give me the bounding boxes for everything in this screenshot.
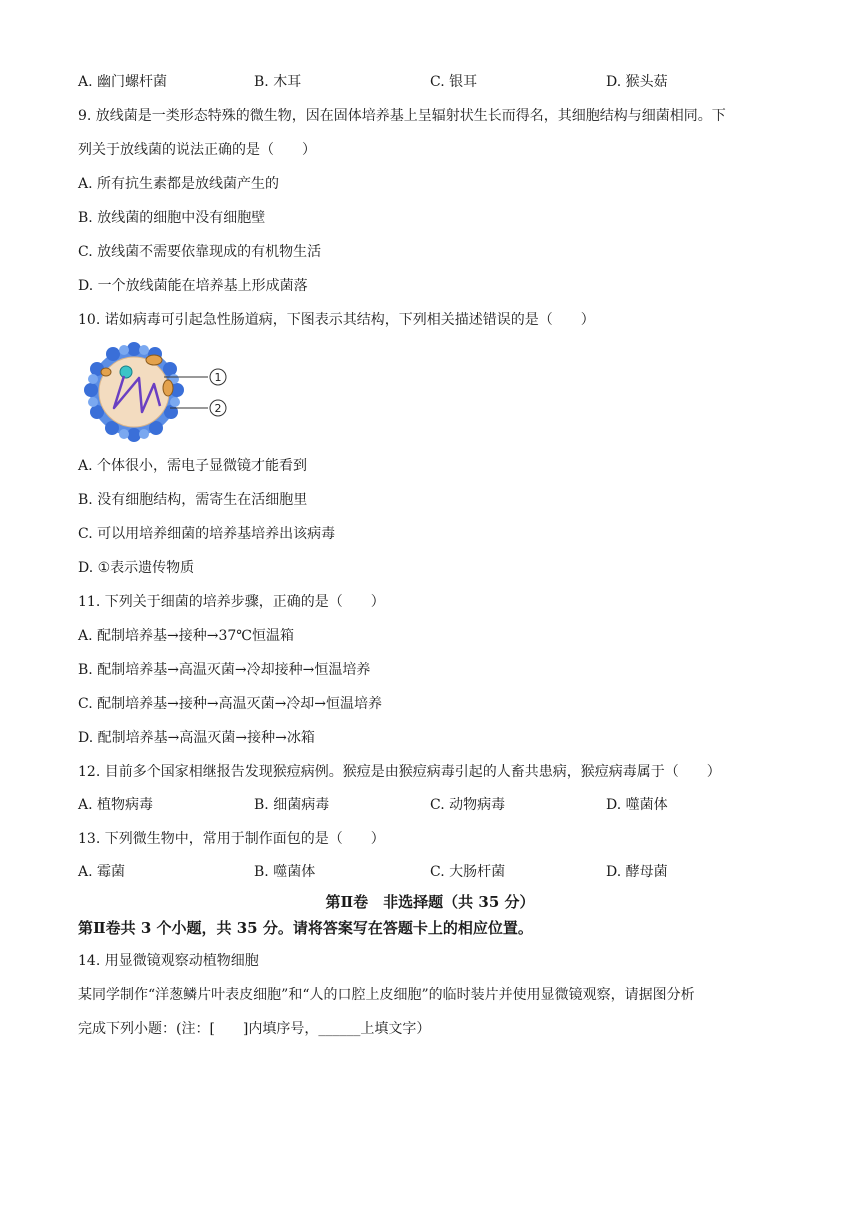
q11-option-b: B. 配制培养基→高温灭菌→冷却接种→恒温培养: [78, 662, 371, 678]
q14-intro-line1: 某同学制作“洋葱鳞片叶表皮细胞”和“人的口腔上皮细胞”的临时装片并使用显微镜观察，请据图分析: [78, 987, 695, 1003]
q9-option-c: C. 放线菌不需要依靠现成的有机物生活: [78, 244, 322, 260]
option-a: A. 幽门螺杆菌: [78, 74, 168, 90]
option-b: B. 细菌病毒: [254, 797, 330, 813]
q11-stem: 11. 下列关于细菌的培养步骤，正确的是（ ）: [78, 594, 385, 610]
option-c: C. 银耳: [430, 74, 478, 90]
q12-stem: 12. 目前多个国家相继报告发现猴痘病例。猴痘是由猴痘病毒引起的人畜共患病，猴痘病毒属于（ ）: [78, 764, 721, 780]
q9-stem-line1: 9. 放线菌是一类形态特殊的微生物，因在固体培养基上呈辐射状生长而得名，其细胞结构与细菌相同。下: [78, 108, 726, 124]
q10-stem: 10. 诺如病毒可引起急性肠道病，下图表示其结构，下列相关描述错误的是（ ）: [78, 312, 595, 328]
section2-title: 第Ⅱ卷 非选择题（共 35 分）: [325, 893, 535, 911]
q9-option-b: B. 放线菌的细胞中没有细胞壁: [78, 210, 266, 226]
q9-option-d: D. 一个放线菌能在培养基上形成菌落: [78, 278, 308, 294]
option-b: B. 木耳: [254, 74, 302, 90]
option-d: D. 酵母菌: [606, 864, 668, 880]
q10-option-a: A. 个体很小，需电子显微镜才能看到: [78, 458, 308, 474]
q11-option-c: C. 配制培养基→接种→高温灭菌→冷却→恒温培养: [78, 696, 383, 712]
q11-option-d: D. 配制培养基→高温灭菌→接种→冰箱: [78, 730, 315, 746]
q10-option-c: C. 可以用培养细菌的培养基培养出该病毒: [78, 526, 336, 542]
svg-text:2: 2: [214, 402, 222, 415]
virus-core: [99, 357, 169, 427]
q9-stem-line2: 列关于放线菌的说法正确的是（ ）: [78, 142, 316, 158]
q10-option-d: D. ①表示遗传物质: [78, 560, 195, 576]
q9-option-a: A. 所有抗生素都是放线菌产生的: [78, 176, 280, 192]
q11-option-a: A. 配制培养基→接种→37℃恒温箱: [78, 628, 294, 644]
option-d: D. 噬菌体: [606, 797, 668, 813]
option-c: C. 大肠杆菌: [430, 864, 506, 880]
option-a: A. 植物病毒: [78, 797, 154, 813]
q13-stem: 13. 下列微生物中，常用于制作面包的是（ ）: [78, 831, 385, 847]
virus-structure-figure: [84, 342, 244, 442]
option-b: B. 噬菌体: [254, 864, 316, 880]
section2-instruction: 第Ⅱ卷共 3 个小题，共 35 分。请将答案写在答题卡上的相应位置。: [78, 919, 533, 937]
option-d: D. 猴头菇: [606, 74, 668, 90]
svg-text:1: 1: [214, 371, 222, 384]
q14-title: 14. 用显微镜观察动植物细胞: [78, 953, 259, 969]
q10-option-b: B. 没有细胞结构，需寄生在活细胞里: [78, 492, 308, 508]
option-a: A. 霉菌: [78, 864, 126, 880]
q14-intro-line2: 完成下列小题：(注：[ ]内填序号，______上填文字）: [78, 1021, 431, 1037]
option-c: C. 动物病毒: [430, 797, 506, 813]
